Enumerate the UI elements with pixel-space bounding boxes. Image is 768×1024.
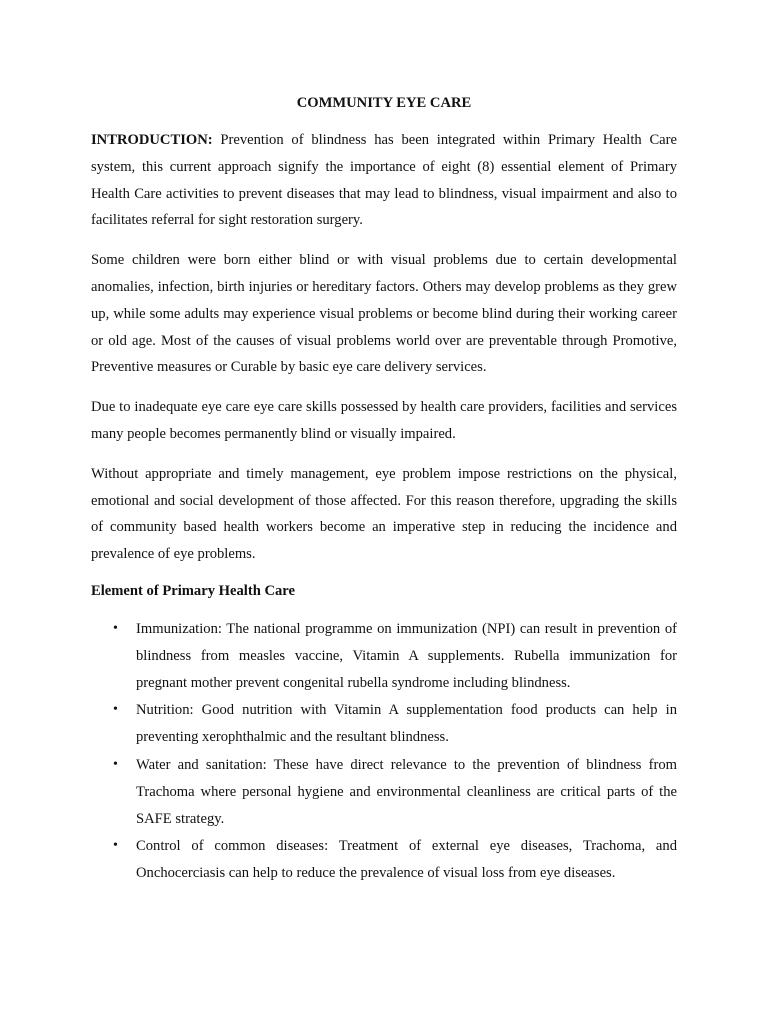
section-heading: Element of Primary Health Care — [91, 582, 295, 599]
list-item-text: Control of common diseases: Treatment of external eye diseases, Trachoma, and Onchocerciasis can help to reduce the prevalence of visual loss from eye diseases. — [136, 838, 677, 882]
list-item-text: Water and sanitation: These have direct relevance to the prevention of blindness from Trachoma where personal hygiene and environmental cleanliness are critical parts of the SAFE strategy. — [136, 756, 677, 827]
list-item — [91, 697, 677, 751]
document-page — [91, 93, 677, 888]
bullet-icon: • — [113, 756, 118, 772]
list-item — [91, 752, 677, 832]
intro-lead: INTRODUCTION: — [91, 132, 213, 148]
body-paragraph-1: Some children were born either blind or with visual problems due to certain developmental anomalies, infection, birth injuries or hereditary factors. Others may develop problems as they grew up, while some adults may experience visual problems or become blind during their working career or old age. Most of the causes of visual problems world over are preventable through Promotive, Preventive measures or Curable by basic eye care delivery services. — [91, 252, 677, 376]
intro-paragraph — [91, 127, 677, 234]
bullet-icon: • — [113, 702, 118, 718]
body-paragraph-2: Due to inadequate eye care eye care skills possessed by health care providers, facilities and services many people becomes permanently blind or visually impaired. — [91, 399, 677, 442]
bullet-list — [91, 616, 677, 887]
list-item — [91, 616, 677, 696]
bullet-icon: • — [113, 838, 118, 854]
list-item-text: Nutrition: Good nutrition with Vitamin A supplementation food products can help in preventing xerophthalmic and the resultant blindness. — [136, 702, 677, 746]
intro-text: Prevention of blindness has been integrated within Primary Health Care system, this current approach signify the importance of eight (8) essential element of Primary Health Care activities to prevent diseases that may lead to blindness, visual impairment and also to facilitates referral for sight restoration surgery. — [91, 132, 677, 229]
body-paragraph-3: Without appropriate and timely management, eye problem impose restrictions on the physical, emotional and social development of those affected. For this reason therefore, upgrading the skills of community based health workers become an imperative step in reducing the incidence and prevalence of eye problems. — [91, 465, 677, 563]
list-item — [91, 833, 677, 887]
list-item-text: Immunization: The national programme on immunization (NPI) can result in prevention of blindness from measles vaccine, Vitamin A supplements. Rubella immunization for pregnant mother prevent congenital rubella syndrome including blindness. — [136, 620, 677, 691]
bullet-icon: • — [113, 620, 118, 636]
document-title: COMMUNITY EYE CARE — [296, 95, 472, 111]
